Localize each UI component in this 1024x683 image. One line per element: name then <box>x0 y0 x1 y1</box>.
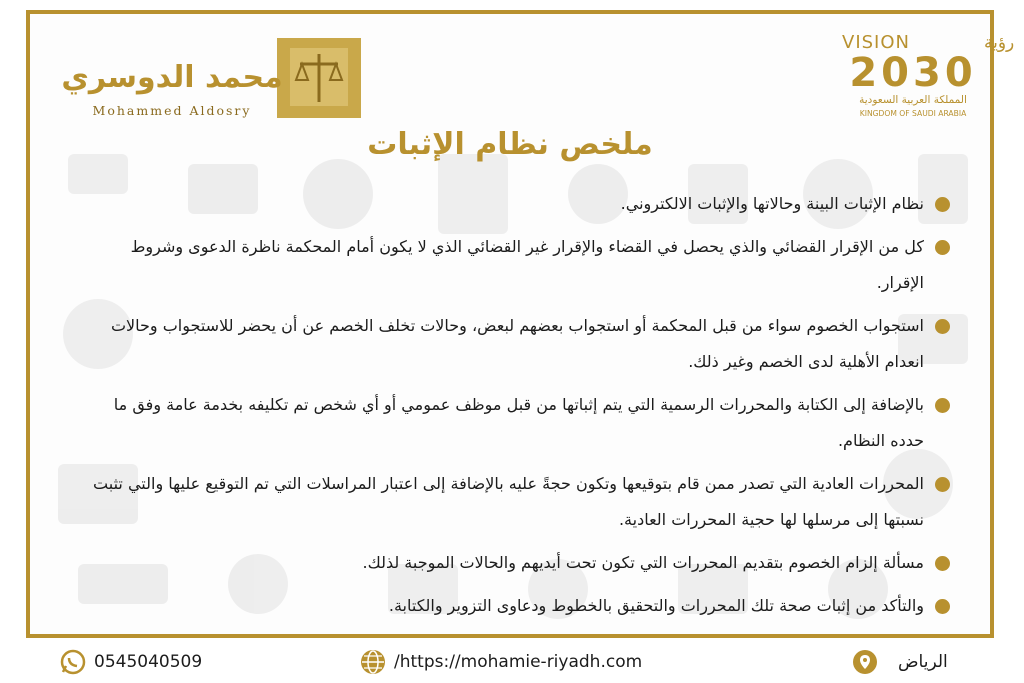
list-item-text: بالإضافة إلى الكتابة والمحررات الرسمية التي يتم إثباتها من قبل موظف عمومي أو أي شخص تم تكليفه بخدمة عامة وفق ما حدده النظام. <box>113 395 924 450</box>
list-item <box>90 186 950 222</box>
footer <box>0 640 1024 683</box>
list-item <box>90 466 950 538</box>
list-item-text: والتأكد من إثبات صحة تلك المحررات والتحقيق بالخطوط ودعاوى التزوير والكتابة. <box>388 596 924 615</box>
globe-icon <box>360 649 386 675</box>
list-item-text: مسألة إلزام الخصوم بتقديم المحررات التي تكون تحت أيديهم والحالات الموجبة لذلك. <box>362 553 924 572</box>
phone-number: 0545040509 <box>94 652 203 672</box>
list-item-text: المحررات العادية التي تصدر ممن قام بتوقيعها وتكون حجةً عليه بالإضافة إلى اعتبار المراسلات التي تم التوقيع عليها والتي تثبت نسبتها إلى مرسلها لها حجية المحررات العادية. <box>93 474 924 529</box>
location-text: الرياض <box>898 652 948 672</box>
list-item <box>90 387 950 459</box>
summary-list <box>90 186 950 631</box>
footer-location[interactable] <box>852 649 948 675</box>
brand-name-latin: Mohammed Aldosry <box>92 103 252 118</box>
list-item <box>90 545 950 581</box>
list-item-text: كل من الإقرار القضائي والذي يحصل في القضاء والإقرار غير القضائي الذي لا يكون أمام المحكمة ناظرة الدعوى وشروط الإقرار. <box>130 237 924 292</box>
list-item-text: استجواب الخصوم سواء من قبل المحكمة أو استجواب بعضهم لبعض، وحالات تخلف الخصم عن أن يحضر للاستجواب وحالات انعدام الأهلية لدى الخصم وغير ذلك. <box>110 316 924 371</box>
list-item-text: نظام الإثبات البينة وحالاتها والإثبات الالكتروني. <box>620 194 924 213</box>
vision-2030-logo <box>838 28 1015 120</box>
footer-phone[interactable] <box>60 649 202 675</box>
vision-kingdom-arabic: المملكة العربية السعودية <box>859 94 967 106</box>
bullet-icon <box>935 599 950 614</box>
content-card <box>26 10 1015 638</box>
page-title: ملخص نظام الإثبات <box>367 127 653 162</box>
bullet-icon <box>935 197 950 212</box>
vision-kingdom-english: KINGDOM OF SAUDI ARABIA <box>859 109 967 118</box>
vision-arabic: رؤية <box>984 33 1015 53</box>
list-item <box>90 229 950 301</box>
bullet-icon <box>935 556 950 571</box>
map-pin-icon <box>852 649 878 675</box>
vision-year: 2030 <box>849 50 977 96</box>
bullet-icon <box>935 240 950 255</box>
bullet-icon <box>935 477 950 492</box>
bullet-icon <box>935 319 950 334</box>
list-item <box>90 308 950 380</box>
bullet-icon <box>935 398 950 413</box>
brand-name-arabic: محمد الدوسري <box>61 60 283 95</box>
list-item <box>90 588 950 624</box>
whatsapp-icon <box>60 649 86 675</box>
brand-logo <box>61 32 360 122</box>
footer-website[interactable] <box>360 649 642 675</box>
vision-word: VISION <box>842 32 910 53</box>
website-url: /https://mohamie-riyadh.com <box>394 652 643 672</box>
